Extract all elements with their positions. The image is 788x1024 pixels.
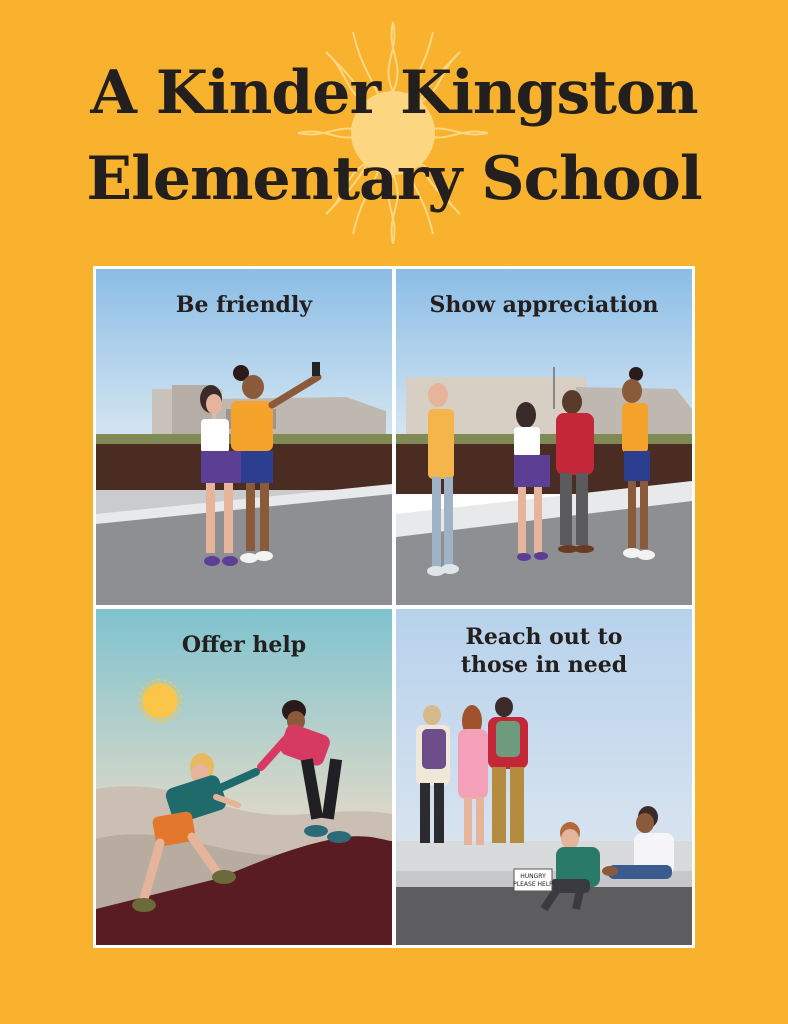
- panel-offer-help: [96, 609, 392, 945]
- sign-line-2: PLEASE HELP: [513, 881, 553, 888]
- selfie-scene-illustration: [96, 269, 392, 605]
- illustration-grid: [93, 266, 695, 948]
- panel-reach-out: [396, 609, 692, 945]
- caption-be-friendly: Be friendly: [175, 292, 313, 318]
- caption-reach-out: [396, 623, 692, 679]
- caption-reach-out-line-2: those in need: [460, 652, 628, 678]
- panel-be-friendly: [96, 269, 392, 605]
- sign-line-1: HUNGRY: [520, 873, 546, 880]
- panel-show-appreciation: [396, 269, 692, 605]
- caption-offer-help: Offer help: [181, 632, 307, 658]
- climbing-help-illustration: [96, 609, 392, 945]
- group-scene-illustration: [396, 269, 692, 605]
- caption-show-appreciation: Show appreciation: [429, 292, 659, 318]
- page-title: [0, 50, 788, 222]
- caption-reach-out-line-1: Reach out to: [465, 624, 623, 650]
- title-line-2: Elementary School: [86, 144, 702, 214]
- title-line-1: A Kinder Kingston: [90, 58, 698, 128]
